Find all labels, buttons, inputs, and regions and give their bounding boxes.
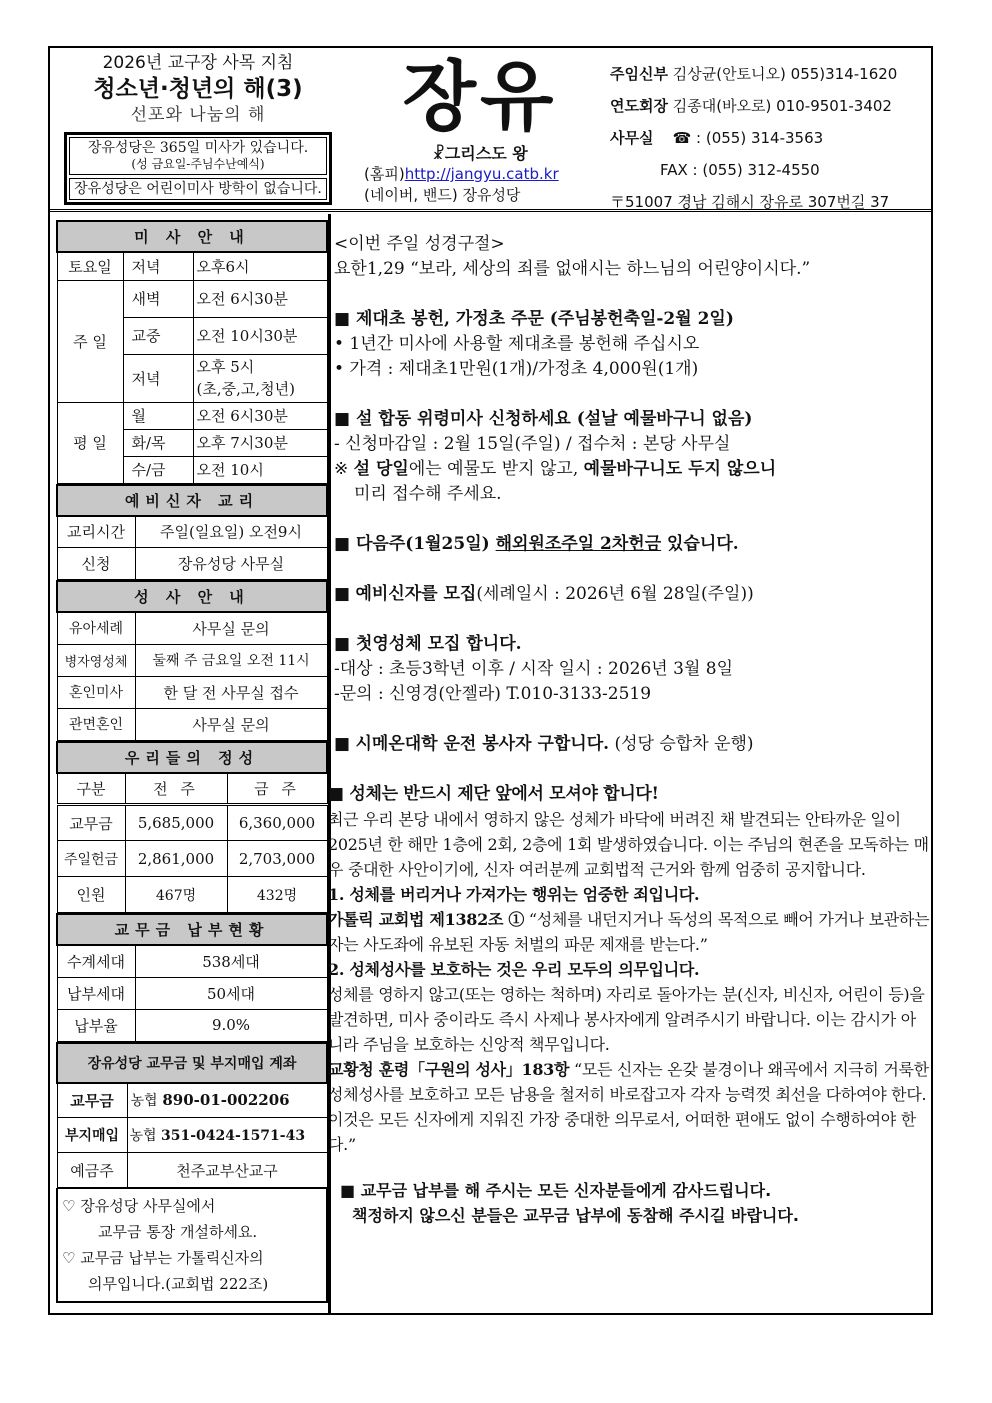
- square-bullet-icon: ■: [334, 309, 351, 329]
- accounts-title: 장유성당 교무금 및 부지매입 계좌: [57, 1043, 327, 1083]
- verse-text: 요한1,29 “보라, 세상의 죄를 없애시는 하느님의 어린양이시다.”: [334, 259, 811, 279]
- dues-account-number: 890-01-002206: [162, 1091, 290, 1110]
- pastoral-guideline: [58, 52, 338, 205]
- section-title: 설 합동 위령미사 신청하세요 (설날 예물바구니 없음): [355, 409, 753, 429]
- daily-mass-notice: 장유성당은 365일 미사가 있습니다. (성 금요일-주님수난예식): [69, 137, 327, 175]
- guideline-theme: 청소년·청년의 해(3): [93, 76, 303, 102]
- catechumen-table: [56, 484, 328, 581]
- account-notes: ♡ 장유성당 사무실에서 교무금 통장 개설하세요. ♡ 교무금 납부는 가톨릭신자의 의무입니다.(교회법 222조): [56, 1188, 328, 1303]
- address-row: 〒51007 경남 김해시 장유로 307번길 37: [610, 193, 890, 211]
- bulletin-page: [48, 46, 933, 1315]
- note-item: ♡ 장유성당 사무실에서: [62, 1197, 216, 1215]
- table-row: 교리시간 주일(일요일) 오전9시: [57, 516, 327, 548]
- table-row: 주일헌금 2,861,000 2,703,000: [57, 841, 327, 877]
- phone-icon: ☎: [672, 129, 692, 147]
- table-row: 주 일 새벽 오전 6시30분: [57, 280, 327, 317]
- table-row: 수/금 오전 10시: [57, 456, 327, 483]
- note-item: ♡ 교무금 납부는 가톨릭신자의: [62, 1249, 264, 1267]
- left-sidebar: [56, 220, 328, 1303]
- parish-title-block: [350, 48, 610, 206]
- office-fax-row: FAX : (055) 312-4550: [660, 161, 820, 179]
- guideline-subtheme: 선포와 나눔의 해: [130, 105, 266, 125]
- memorial-mass-section: ■ 설 합동 위령미사 신청하세요 (설날 예물바구니 없음) - 신청마감일 : 2월 15일(주일) / 접수처 : 본당 사무실 ※ 설 당일에는 예물도 받지 않고, 예물바구니도 두지 않으니 미리 접수해 주세요.: [334, 409, 777, 504]
- mass-notice-box: [64, 132, 332, 205]
- table-row: 예금주 천주교부산교구: [57, 1153, 327, 1188]
- heart-icon: ♡: [62, 1197, 76, 1215]
- table-row: 토요일 저녁 오후6시: [57, 252, 327, 280]
- parish-title: 장유: [402, 52, 558, 141]
- square-bullet-icon: ■: [334, 734, 351, 754]
- driver-volunteer-section: ■ 시메온대학 운전 봉사자 구합니다. (성당 승합차 운행): [334, 734, 754, 754]
- chi-rho-icon: ☧: [432, 144, 445, 163]
- table-row: 유아세례 사무실 문의: [57, 612, 327, 644]
- second-collection-section: ■ 다음주(1월25일) 해외원조주일 2차헌금 있습니다.: [334, 534, 739, 554]
- table-row: 수계세대 538세대: [57, 945, 327, 977]
- offering-title: 우리들의 정성: [57, 742, 327, 773]
- table-row: 평 일 월 오전 6시30분: [57, 402, 327, 429]
- table-row: 혼인미사 한 달 전 사무실 접수: [57, 676, 327, 708]
- mass-schedule-title: 미 사 안 내: [57, 221, 327, 252]
- candle-section: ■ 제대초 봉헌, 가정초 주문 (주님봉헌축일-2월 2일) • 1년간 미사에 사용할 제대초를 봉헌해 주십시오 • 가격 : 제대초1만원(1개)/가정초 4,000원(1개): [334, 309, 734, 379]
- guideline-year: 2026년 교구장 사목 지침: [102, 53, 294, 73]
- square-bullet-icon: ■: [334, 534, 351, 554]
- mass-schedule-table: [56, 220, 328, 484]
- main-content: [328, 232, 930, 1228]
- accounts-table: [56, 1042, 328, 1189]
- feast-subtitle: ☧그리스도 왕: [432, 144, 528, 163]
- contact-info: [610, 58, 932, 218]
- offering-table: [56, 741, 328, 914]
- eucharist-notice-section: ■ 성체는 반드시 제단 앞에서 모셔야 합니다! 최근 우리 본당 내에서 영하지 않은 성체가 바닥에 버려진 채 발견되는 안타까운 일이 2025년 한 해만 1층에 2회, 2층에 1회 발생하였습니다. 이는 주님의 현존을 모독하는 매우 중대한 사안이기에, 신자 여러분께 교회법적 근거와 함께 엄중히 공지합니다. 1. 성체를 버리거나 가져가는 행위는 엄중한 죄입니다. 가톨릭 교회법 제1382조 ① “성체를 내던지거나 독성의 목적으로 빼어 가거나 보관하는 자는 사도좌에 유보된 자동 처벌의 파문 제재를 받는다.” 2. 성체성사를 보호하는 것은 우리 모두의 의무입니다. 성체를 영하지 않고(또는 영하는 척하며) 자리로 돌아가는 분(신자, 비신자, 어린이 등)을 발견하면, 미사 중이라도 즉시 사제나 봉사자에게 알려주시기 바랍니다. 이는 감시가 아니라 주님을 보호하는 신앙적 책무입니다. 교황청 훈령「구원의 성사」183항 “모든 신자는 온갖 불경이나 왜곡에서 지극히 거룩한 성체성사를 보호하고 모든 남용을 철저히 바로잡고자 각자 능력껏 최선을 다하여야 한다. 이것은 모든 신자에게 지워진 가장 중대한 의무로서, 어떠한 편애도 없이 수행하여야 한다.”: [328, 784, 930, 1154]
- table-row: 납부세대 50세대: [57, 977, 327, 1009]
- table-header-row: 구분 전 주 금 주: [57, 773, 327, 805]
- homepage-link[interactable]: http://jangyu.catb.kr: [404, 165, 559, 183]
- table-row: 교무금 5,685,000 6,360,000: [57, 805, 327, 841]
- homepage-line: (홈피)http://jangyu.catb.kr: [364, 165, 559, 183]
- table-row: 저녁 오후 5시 (초,중,고,청년): [57, 354, 327, 402]
- table-row: 화/목 오후 7시30분: [57, 429, 327, 456]
- naver-band-line: (네이버, 밴드) 장유성당: [364, 186, 521, 204]
- catechumen-recruit-section: ■ 예비신자를 모집(세례일시 : 2026년 6월 28일(주일)): [334, 584, 754, 604]
- children-mass-notice: 장유성당은 어린이미사 방학이 없습니다.: [69, 178, 327, 200]
- table-row: 부지매입 농협 351-0424-1571-43: [57, 1118, 327, 1153]
- square-bullet-icon: ■: [328, 784, 344, 804]
- sacraments-table: [56, 580, 328, 741]
- office-phone-row: 사무실 ☎ : (055) 314-3563: [610, 129, 824, 147]
- section-title: 제대초 봉헌, 가정초 주문 (주님봉헌축일-2월 2일): [355, 309, 734, 329]
- table-row: 관면혼인 사무실 문의: [57, 708, 327, 740]
- square-bullet-icon: ■: [334, 634, 351, 654]
- verse-title: <이번 주일 성경구절>: [334, 234, 505, 254]
- square-bullet-icon: ■: [340, 1181, 356, 1200]
- table-row: 병자영성체 둘째 주 금요일 오전 11시: [57, 644, 327, 676]
- heart-icon: ♡: [62, 1249, 76, 1267]
- catechumen-title: 예비신자 교리: [57, 485, 327, 516]
- square-bullet-icon: ■: [334, 584, 351, 604]
- sacraments-title: 성 사 안 내: [57, 581, 327, 612]
- table-row: 신청 장유성당 사무실: [57, 548, 327, 580]
- weekly-verse: [334, 232, 930, 282]
- table-row: 교중 오전 10시30분: [57, 317, 327, 354]
- square-bullet-icon: ■: [334, 409, 351, 429]
- first-communion-section: ■ 첫영성체 모집 합니다. -대상 : 초등3학년 이후 / 시작 일시 : 2026년 3월 8일 -문의 : 신영경(안젤라) T.010-3133-2519: [334, 634, 734, 704]
- dues-table: [56, 913, 328, 1042]
- dues-title: 교무금 납부현황: [57, 914, 327, 945]
- pastor-row: 주임신부 김상균(안토니오) 055)314-1620: [610, 65, 898, 83]
- thanks-section: ■ 교무금 납부를 해 주시는 모든 신자분들에게 감사드립니다. 책정하지 않으신 분들은 교무금 납부에 동참해 주시길 바랍니다.: [340, 1181, 799, 1225]
- bulletin-header: [50, 48, 931, 212]
- table-row: 납부율 9.0%: [57, 1009, 327, 1041]
- postal-icon: 〒: [610, 193, 626, 211]
- table-row: 인원 467명 432명: [57, 877, 327, 913]
- land-account-number: 351-0424-1571-43: [161, 1128, 306, 1144]
- chair-row: 연도회장 김종대(바오로) 010-9501-3402: [610, 97, 892, 115]
- table-row: 교무금 농협 890-01-002206: [57, 1083, 327, 1118]
